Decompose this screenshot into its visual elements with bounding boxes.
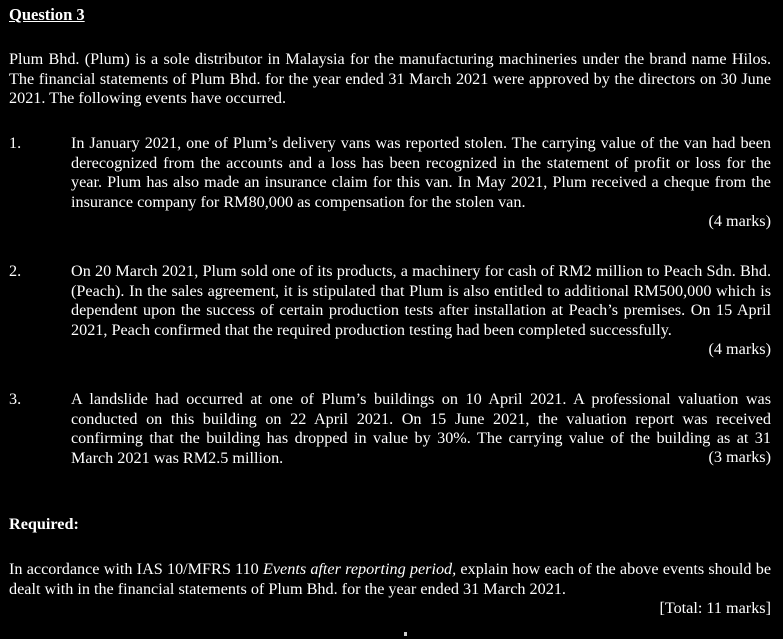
item-number: 2. <box>9 262 22 280</box>
required-label: Required: <box>9 515 79 533</box>
instruction-prefix: In accordance with IAS 10/MFRS 110 <box>9 560 263 578</box>
item-text-content: A landslide had occurred at one of Plum’s buildings on 10 April 2021. A professional valuation was conducted on this building on 22 April 2021. On 15 June 2021, the valuation report was received confirming that the building has dropped in value by 30%. The carrying value of the building as at 31 March 2021 was RM2.5 million. <box>71 390 771 467</box>
item-number: 1. <box>9 134 22 152</box>
item-text <box>71 262 771 340</box>
item-marks: (4 marks) <box>708 212 771 230</box>
item-text-content: In January 2021, one of Plum’s delivery vans was reported stolen. The carrying value of the van had been derecognized from the accounts and a loss has been recognized in the statement of profit or loss for the year. Plum has also made an insurance claim for this van. In May 2021, Plum received a cheque from the insurance company for RM80,000 as compensation for the stolen van. <box>71 134 771 211</box>
item-marks: (3 marks) <box>708 448 771 466</box>
item-marks: (4 marks) <box>708 340 771 358</box>
standard-title: Events after reporting period, <box>262 560 457 578</box>
page-mark <box>404 632 407 636</box>
total-marks: [Total: 11 marks] <box>659 599 771 617</box>
instruction-paragraph <box>9 560 771 599</box>
item-number: 3. <box>9 390 22 408</box>
instruction-suffix: explain how each of the above events should be dealt with in the financial statements of Plum Bhd. for the year ended 31 March 2021. <box>9 560 772 598</box>
intro-paragraph: Plum Bhd. (Plum) is a sole distributor in Malaysia for the manufacturing machineries under the brand name Hilos. The financial statements of Plum Bhd. for the year ended 31 March 2021 were approved by the directors on 30 June 2021. The following events have occurred. <box>9 50 771 107</box>
item-text <box>71 134 771 212</box>
item-text <box>71 390 771 468</box>
question-heading: Question 3 <box>9 5 85 24</box>
item-text-content: On 20 March 2021, Plum sold one of its products, a machinery for cash of RM2 million to Peach Sdn. Bhd. (Peach). In the sales agreement, it is stipulated that Plum is also entitled to additional RM500,000 which is dependent upon the success of certain production tests after installation at Peach’s premises. On 15 April 2021, Peach confirmed that the required production testing had been completed successfully. <box>71 262 771 339</box>
